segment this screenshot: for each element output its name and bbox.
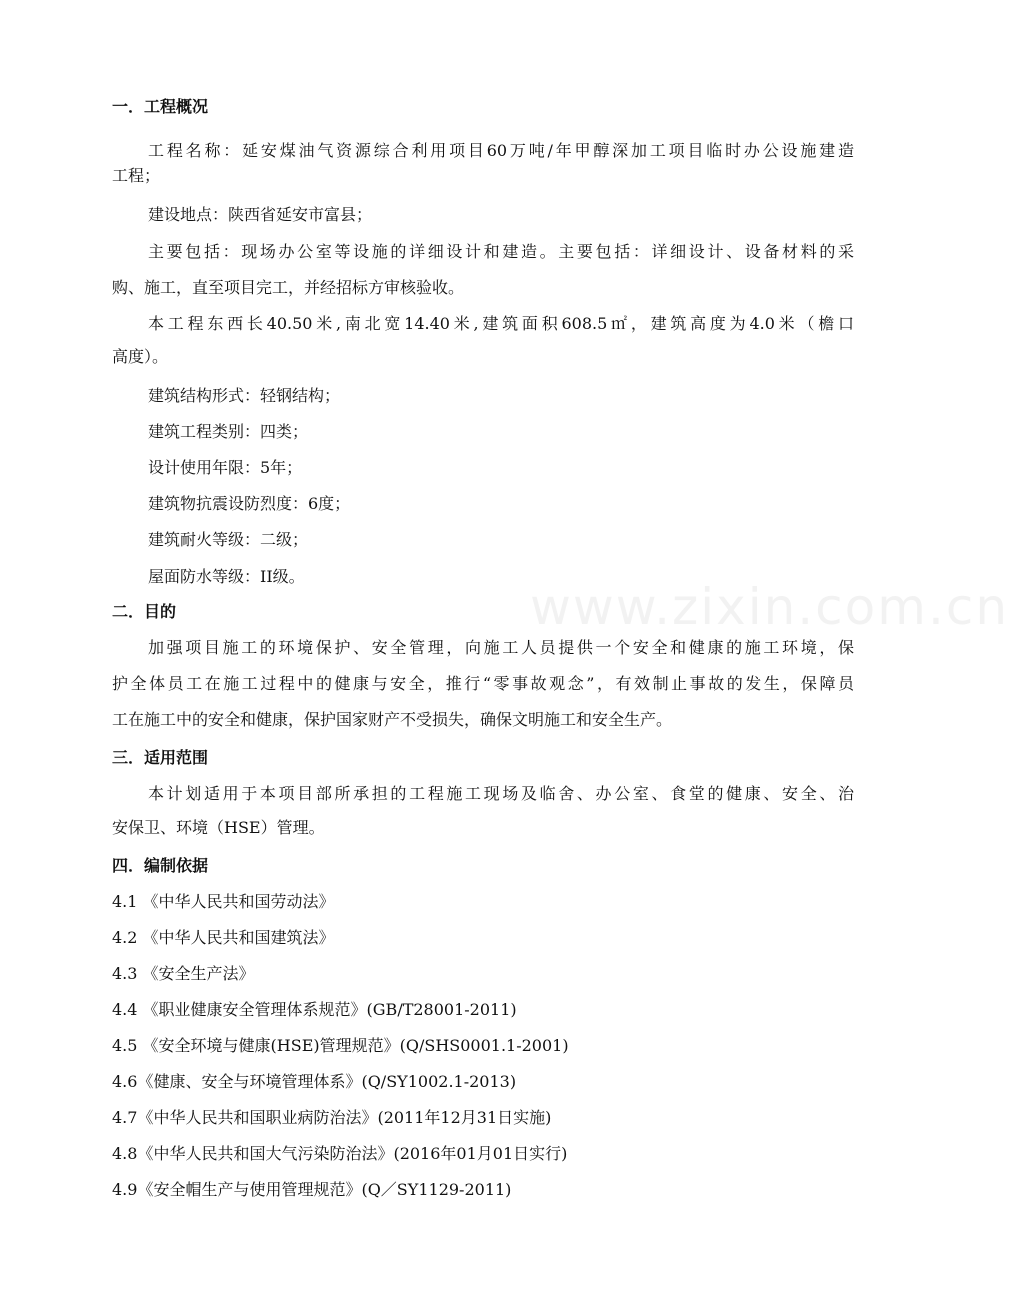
section-heading-purpose: 二．目的: [112, 602, 177, 621]
section-heading-overview: 一．工程概况: [112, 97, 209, 116]
reference-item: 4.4 《职业健康安全管理体系规范》(GB/T28001-2011): [112, 1000, 517, 1019]
reference-item: 4.9《安全帽生产与使用管理规范》(Q／SY1129-2011): [112, 1180, 512, 1199]
fire-rating-text: 建筑耐火等级：二级；: [148, 530, 309, 549]
location-text: 建设地点：陕西省延安市富县；: [148, 205, 373, 224]
scope-text-cont: 购、施工，直至项目完工，并经招标方审核验收。: [112, 278, 465, 297]
scope-text: 主要包括：现场办公室等设施的详细设计和建造。主要包括：详细设计、设备材料的采: [148, 242, 854, 261]
project-name-text-cont: 工程；: [112, 166, 161, 185]
dimensions-text-cont: 高度）。: [112, 347, 169, 366]
reference-item: 4.2 《中华人民共和国建筑法》: [112, 928, 335, 947]
applicability-text-cont: 安保卫、环境（HSE）管理。: [112, 818, 325, 837]
seismic-text: 建筑物抗震设防烈度：6度；: [148, 494, 351, 513]
section-heading-basis: 四．编制依据: [112, 856, 209, 875]
waterproof-text: 屋面防水等级：II级。: [148, 567, 305, 586]
structure-text: 建筑结构形式：轻钢结构；: [148, 386, 341, 405]
dimensions-text: 本工程东西长40.50米,南北宽14.40米,建筑面积608.5㎡，建筑高度为4.0米（檐口: [148, 314, 854, 333]
project-name-text: 工程名称：延安煤油气资源综合利用项目60万吨/年甲醇深加工项目临时办公设施建造: [148, 141, 854, 160]
reference-item: 4.5 《安全环境与健康(HSE)管理规范》(Q/SHS0001.1-2001): [112, 1036, 569, 1055]
reference-item: 4.3 《安全生产法》: [112, 964, 255, 983]
purpose-text: 加强项目施工的环境保护、安全管理，向施工人员提供一个安全和健康的施工环境，保: [148, 638, 854, 657]
reference-item: 4.8《中华人民共和国大气污染防治法》(2016年01月01日实行): [112, 1144, 568, 1163]
reference-item: 4.7《中华人民共和国职业病防治法》(2011年12月31日实施): [112, 1108, 552, 1127]
reference-item: 4.6《健康、安全与环境管理体系》(Q/SY1002.1-2013): [112, 1072, 517, 1091]
service-life-text: 设计使用年限：5年；: [148, 458, 303, 477]
applicability-text: 本计划适用于本项目部所承担的工程施工现场及临舍、办公室、食堂的健康、安全、治: [148, 784, 854, 803]
purpose-text-cont: 护全体员工在施工过程中的健康与安全，推行“零事故观念”，有效制止事故的发生，保障员: [112, 674, 854, 693]
watermark: www.zixin.com.cn: [530, 578, 1009, 636]
purpose-text-end: 工在施工中的安全和健康，保护国家财产不受损失，确保文明施工和安全生产。: [112, 710, 673, 729]
reference-item: 4.1 《中华人民共和国劳动法》: [112, 892, 335, 911]
category-text: 建筑工程类别：四类；: [148, 422, 309, 441]
section-heading-scope: 三．适用范围: [112, 748, 209, 767]
